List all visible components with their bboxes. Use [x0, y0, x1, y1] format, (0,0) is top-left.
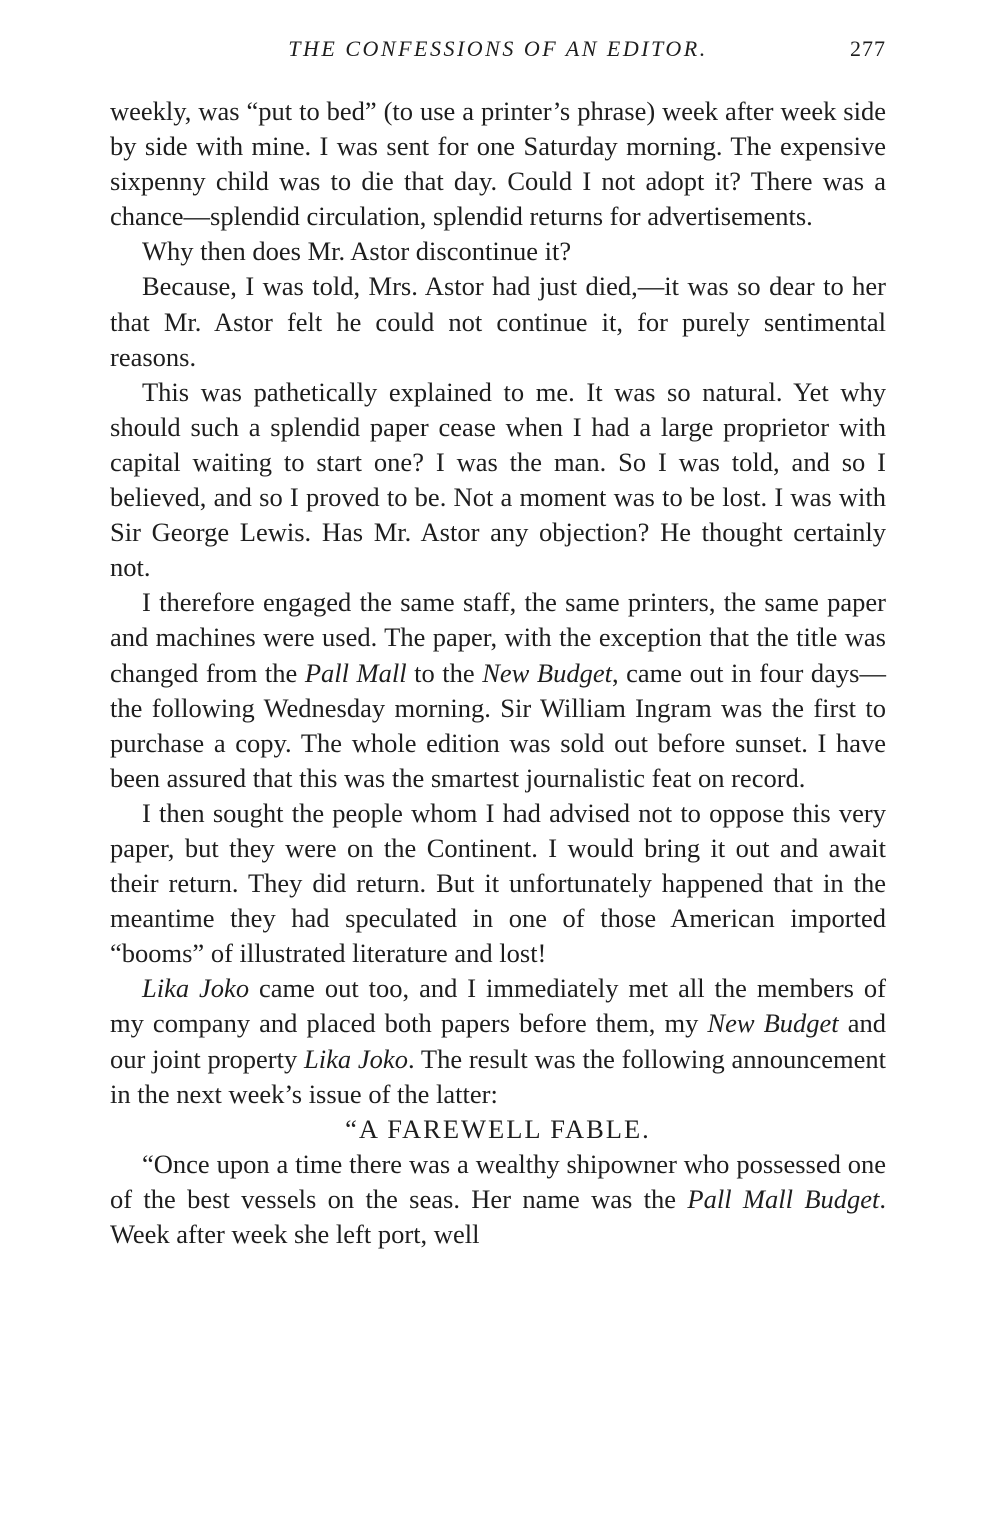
text-span: . The result was the following announcement in the next week’s issue of the latter: [110, 1043, 887, 1109]
text-span: I therefore engaged the same staff, the same printers, the same paper and machines were used. The paper, with the exception that the title was changed from the [110, 587, 886, 688]
paragraph-question: Why then does Mr. Astor discontinue it? [142, 236, 572, 267]
running-title: THE CONFESSIONS OF AN EDITOR. [288, 36, 708, 61]
fable-heading: “A FAREWELL FABLE. [345, 1113, 651, 1144]
text-span: came out too, and I immediately met all the members of my company and placed both papers before them, my [110, 973, 886, 1039]
paragraph-continent: I then sought the people whom I had advised not to oppose this very paper, but they were on the Continent. I would bring it out and await their return. They did return. But it unfortunately happened that in the meantime they had speculated in one of those American imported “booms” of illustrated literature and lost! [110, 797, 886, 969]
running-head [110, 36, 886, 76]
text-span: “Once upon a time there was a wealthy shipowner who possessed one of the best vessels on the seas. Her name was the [110, 1148, 886, 1214]
publication-title: Pall Mall Budget [687, 1183, 880, 1214]
publication-title: New Budget [707, 1008, 839, 1039]
body-text [110, 94, 886, 1252]
paragraph-continuation: weekly, was “put to bed” (to use a printer’s phrase) week after week side by side with mine. I was sent for one Saturday morning. The expensive sixpenny child was to die that day. Could I not adopt it? There was a chance—splendid circulation, splendid returns for advertisements. [110, 96, 886, 232]
paragraph-lika-joko [110, 971, 886, 1111]
text-span: to the [406, 657, 483, 688]
publication-title: Pall Mall [304, 657, 407, 688]
paragraph-fable [110, 1147, 886, 1252]
paragraph-new-budget [110, 585, 886, 796]
paragraph-explanation: This was pathetically explained to me. It was so natural. Yet why should such a splendid paper cease when I had a large proprietor with capital waiting to start one? I was the man. So I was told, and so I believed, and so I proved to be. Not a moment was to be lost. I was with Sir George Lewis. Has Mr. Astor any objection? He thought certainly not. [110, 376, 886, 583]
paragraph-answer: Because, I was told, Mrs. Astor had just died,—it was so dear to her that Mr. Astor felt he could not continue it, for purely sentimental reasons. [110, 271, 886, 372]
text-span: and our joint property [110, 1008, 886, 1074]
publication-title: New Budget [482, 657, 612, 688]
publication-title: Lika Joko [304, 1043, 408, 1074]
publication-title: Lika Joko [142, 973, 250, 1004]
text-span: . Week after week she left port, well [110, 1183, 887, 1249]
text-span: , came out in four days—the following Wednesday morning. Sir William Ingram was the first to purchase a copy. The whole edition was sold out before sunset. I have been assured that this was the smartest journalistic feat on record. [110, 657, 886, 793]
page-number: 277 [850, 36, 886, 61]
